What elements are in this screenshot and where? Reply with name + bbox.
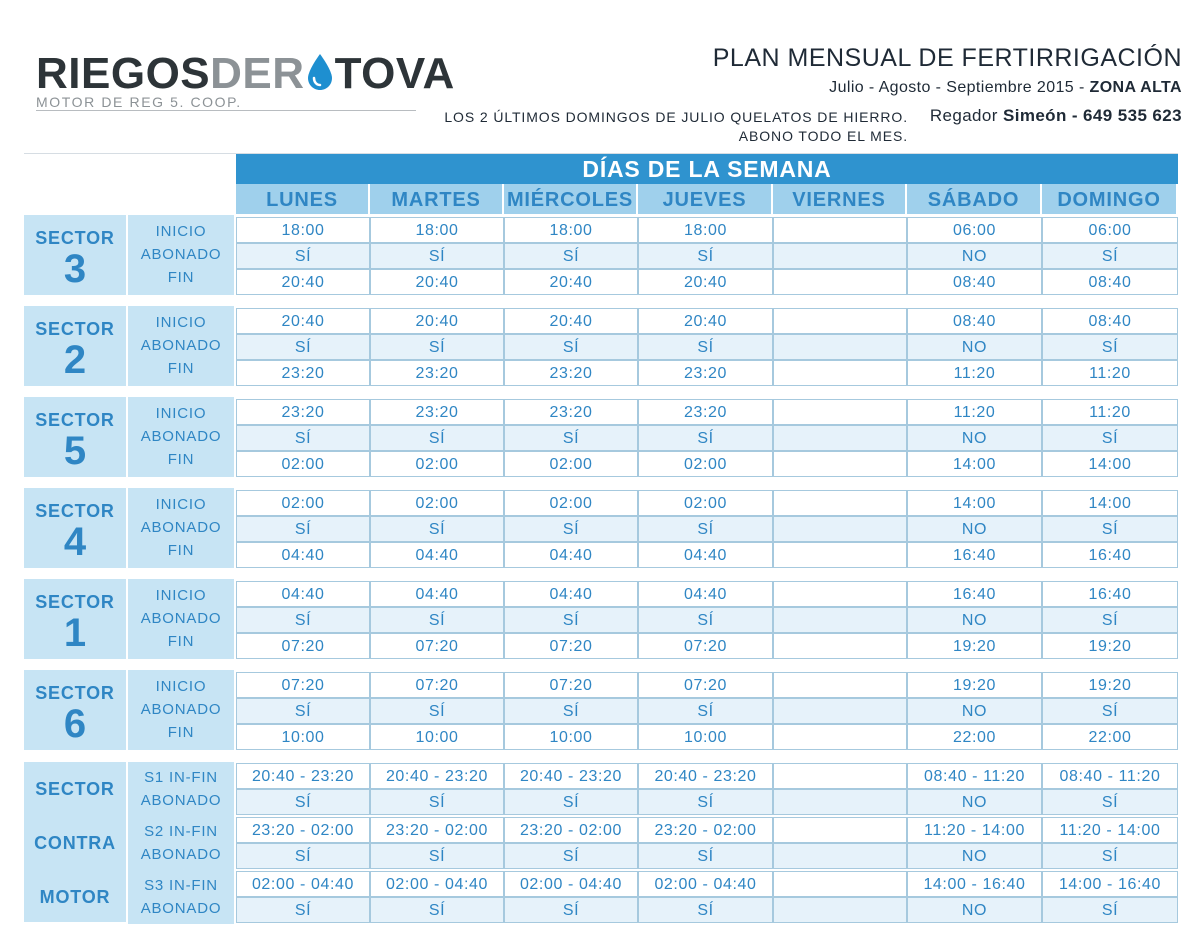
schedule-cell: SÍ (1042, 243, 1178, 269)
schedule-cell: SÍ (1042, 607, 1178, 633)
abonado-label: ABONADO (140, 900, 222, 917)
schedule-cell: SÍ (1042, 516, 1178, 542)
schedule-cell: 04:40 (370, 581, 504, 607)
range-label: S1 IN-FIN (144, 769, 218, 786)
abonado-cell: SÍ (638, 897, 773, 923)
schedule-cell (773, 490, 907, 516)
schedule-cell: 11:20 (1042, 360, 1178, 386)
schedule-cell: 23:20 (504, 360, 638, 386)
schedule-cell: NO (907, 698, 1042, 724)
schedule-cell: 16:40 (907, 581, 1042, 607)
day-header-0: LUNES (236, 184, 370, 214)
schedule-cell: 10:00 (236, 724, 370, 750)
schedule-cell: 18:00 (504, 217, 638, 243)
range-cell: 20:40 - 23:20 (236, 763, 370, 789)
schedule-cell: 11:20 (907, 399, 1042, 425)
schedule-cell: 18:00 (236, 217, 370, 243)
day-header-5: SÁBADO (907, 184, 1042, 214)
abonado-cell: SÍ (504, 843, 638, 869)
range-cell: 14:00 - 16:40 (1042, 871, 1178, 897)
field-label-2: FIN (167, 724, 195, 741)
schedule-cell: NO (907, 243, 1042, 269)
schedule-cell: 23:20 (638, 399, 773, 425)
range-cell: 23:20 - 02:00 (236, 817, 370, 843)
schedule-cell: 04:40 (638, 542, 773, 568)
zone-text: ZONA ALTA (1089, 79, 1182, 96)
schedule-cell: SÍ (504, 698, 638, 724)
schedule-cell: 02:00 (236, 451, 370, 477)
schedule-cell: NO (907, 516, 1042, 542)
sector-label-6 (24, 670, 128, 750)
sector-number: 5 (63, 429, 87, 473)
schedule-cell (773, 334, 907, 360)
schedule-cell: 02:00 (638, 490, 773, 516)
schedule-cell: 19:20 (907, 672, 1042, 698)
page-title: PLAN MENSUAL DE FERTIRRIGACIÓN (712, 44, 1182, 72)
schedule-cell (773, 542, 907, 568)
field-label-0: INICIO (155, 314, 207, 331)
field-label-0: INICIO (155, 223, 207, 240)
schedule-cell: 14:00 (1042, 451, 1178, 477)
schedule-cell: 02:00 (638, 451, 773, 477)
range-cell: 14:00 - 16:40 (907, 871, 1042, 897)
schedule-cell: SÍ (370, 516, 504, 542)
sector-word: SECTOR (35, 319, 115, 339)
schedule-cell: 20:40 (370, 269, 504, 295)
schedule-cell: 02:00 (370, 490, 504, 516)
schedule-cell (773, 672, 907, 698)
note-line-2: ABONO TODO EL MES. (738, 128, 908, 144)
schedule-cell: 20:40 (236, 269, 370, 295)
sector-label-1 (24, 579, 128, 659)
schedule-cell: 04:40 (504, 581, 638, 607)
sector-number: 1 (63, 611, 87, 655)
days-of-week-header: DÍAS DE LA SEMANA (236, 154, 1178, 184)
schedule-cell: 16:40 (1042, 581, 1178, 607)
schedule-cell: 23:20 (638, 360, 773, 386)
schedule-cell: 16:40 (1042, 542, 1178, 568)
regador-line (930, 106, 1182, 126)
schedule-cell: SÍ (236, 243, 370, 269)
range-label: S2 IN-FIN (144, 823, 218, 840)
sector-field-labels (128, 397, 236, 477)
schedule-cell: SÍ (638, 607, 773, 633)
day-header-6: DOMINGO (1042, 184, 1178, 214)
logo-word-tova: TOVA (334, 49, 455, 98)
schedule-cell: SÍ (638, 698, 773, 724)
company-logo (36, 48, 455, 114)
schedule-cell: 04:40 (370, 542, 504, 568)
schedule-cell: SÍ (236, 516, 370, 542)
field-label-0: INICIO (155, 496, 207, 513)
sector-field-labels (128, 306, 236, 386)
schedule-cell: 18:00 (638, 217, 773, 243)
schedule-cell (773, 308, 907, 334)
field-label-1: ABONADO (140, 701, 222, 718)
schedule-cell: 20:40 (638, 269, 773, 295)
range-cell (773, 871, 907, 897)
schedule-cell (773, 425, 907, 451)
range-cell: 23:20 - 02:00 (370, 817, 504, 843)
abonado-cell: SÍ (638, 843, 773, 869)
logo-word-riegos: RIEGOS (36, 49, 211, 98)
schedule-cell: 11:20 (1042, 399, 1178, 425)
schedule-cell: NO (907, 607, 1042, 633)
contra-field-labels (128, 762, 236, 816)
schedule-cell: 07:20 (638, 633, 773, 659)
schedule-cell: NO (907, 334, 1042, 360)
schedule-cell (773, 360, 907, 386)
schedule-cell: 19:20 (1042, 672, 1178, 698)
abonado-label: ABONADO (140, 846, 222, 863)
sector-word: SECTOR (35, 410, 115, 430)
field-label-1: ABONADO (140, 337, 222, 354)
range-label: S3 IN-FIN (144, 877, 218, 894)
schedule-cell: 08:40 (907, 269, 1042, 295)
period-text: Julio - Agosto - Septiembre 2015 - (829, 79, 1090, 96)
schedule-cell: 07:20 (504, 672, 638, 698)
contra-motor-word-1: CONTRA (34, 833, 116, 853)
range-cell: 02:00 - 04:40 (370, 871, 504, 897)
schedule-cell: SÍ (638, 243, 773, 269)
schedule-cell: 23:20 (236, 399, 370, 425)
range-cell (773, 817, 907, 843)
schedule-cell: 22:00 (1042, 724, 1178, 750)
schedule-cell: 23:20 (504, 399, 638, 425)
abonado-cell: NO (907, 897, 1042, 923)
sector-number: 6 (63, 702, 87, 746)
abonado-cell: SÍ (370, 843, 504, 869)
schedule-cell: 06:00 (907, 217, 1042, 243)
schedule-cell: 08:40 (1042, 269, 1178, 295)
range-cell: 23:20 - 02:00 (638, 817, 773, 843)
contra-field-labels (128, 870, 236, 924)
schedule-cell: 06:00 (1042, 217, 1178, 243)
sector-field-labels (128, 488, 236, 568)
schedule-cell: SÍ (504, 334, 638, 360)
field-label-2: FIN (167, 633, 195, 650)
schedule-cell: 10:00 (504, 724, 638, 750)
schedule-cell: SÍ (370, 243, 504, 269)
day-header-4: VIERNES (773, 184, 907, 214)
note-line-1: LOS 2 ÚLTIMOS DOMINGOS DE JULIO QUELATOS DE HIERRO. (444, 109, 908, 125)
abonado-cell (773, 897, 907, 923)
abonado-cell: SÍ (1042, 843, 1178, 869)
range-cell: 08:40 - 11:20 (907, 763, 1042, 789)
range-cell: 02:00 - 04:40 (504, 871, 638, 897)
schedule-cell (773, 633, 907, 659)
schedule-cell (773, 724, 907, 750)
period-line (829, 79, 1182, 97)
schedule-cell: 23:20 (370, 360, 504, 386)
schedule-cell: 20:40 (236, 308, 370, 334)
schedule-cell: SÍ (236, 698, 370, 724)
regador-name: Simeón - 649 535 623 (1002, 106, 1182, 125)
abonado-cell: SÍ (370, 789, 504, 815)
range-cell: 20:40 - 23:20 (638, 763, 773, 789)
sector-word: SECTOR (35, 592, 115, 612)
logo-word-der: DER (210, 49, 305, 98)
schedule-cell: 02:00 (504, 451, 638, 477)
schedule-cell: SÍ (370, 334, 504, 360)
schedule-cell: 14:00 (907, 490, 1042, 516)
abonado-cell: SÍ (1042, 789, 1178, 815)
schedule-cell: SÍ (370, 607, 504, 633)
schedule-cell: 18:00 (370, 217, 504, 243)
schedule-cell (773, 451, 907, 477)
field-label-0: INICIO (155, 587, 207, 604)
schedule-cell (773, 399, 907, 425)
schedule-cell (773, 243, 907, 269)
schedule-cell (773, 516, 907, 542)
schedule-cell: 23:20 (370, 399, 504, 425)
contra-motor-word-0: SECTOR (35, 779, 115, 799)
field-label-1: ABONADO (140, 428, 222, 445)
schedule-cell: SÍ (638, 425, 773, 451)
schedule-cell: SÍ (504, 607, 638, 633)
sector-label-2 (24, 306, 128, 386)
schedule-cell: 20:40 (504, 269, 638, 295)
schedule-cell: 07:20 (370, 672, 504, 698)
schedule-cell: 04:40 (638, 581, 773, 607)
field-label-2: FIN (167, 269, 195, 286)
schedule-cell: 14:00 (1042, 490, 1178, 516)
range-cell: 20:40 - 23:20 (370, 763, 504, 789)
schedule-cell (773, 581, 907, 607)
schedule-cell: 10:00 (638, 724, 773, 750)
field-label-1: ABONADO (140, 610, 222, 627)
schedule-cell: SÍ (504, 516, 638, 542)
schedule-cell (773, 607, 907, 633)
abonado-cell: SÍ (236, 789, 370, 815)
water-drop-icon (305, 52, 335, 92)
schedule-cell: 04:40 (236, 542, 370, 568)
sector-word: SECTOR (35, 683, 115, 703)
sector-number: 4 (63, 520, 87, 564)
sector-label-4 (24, 488, 128, 568)
abonado-cell: SÍ (236, 843, 370, 869)
abonado-cell: SÍ (638, 789, 773, 815)
notes (444, 108, 908, 146)
sector-field-labels (128, 579, 236, 659)
abonado-cell: SÍ (1042, 897, 1178, 923)
abonado-cell: SÍ (370, 897, 504, 923)
schedule-cell: 11:20 (907, 360, 1042, 386)
day-header-3: JUEVES (638, 184, 773, 214)
sector-number: 3 (63, 247, 87, 291)
day-header-1: MARTES (370, 184, 504, 214)
schedule-cell: 20:40 (638, 308, 773, 334)
schedule-cell: 14:00 (907, 451, 1042, 477)
abonado-cell: SÍ (504, 789, 638, 815)
sector-label-5 (24, 397, 128, 477)
contra-field-labels (128, 816, 236, 870)
schedule-cell: 04:40 (504, 542, 638, 568)
schedule-cell (773, 217, 907, 243)
field-label-1: ABONADO (140, 519, 222, 536)
schedule-cell: 22:00 (907, 724, 1042, 750)
range-cell: 11:20 - 14:00 (1042, 817, 1178, 843)
range-cell: 20:40 - 23:20 (504, 763, 638, 789)
schedule-cell: SÍ (638, 516, 773, 542)
range-cell: 02:00 - 04:40 (236, 871, 370, 897)
schedule-cell: 07:20 (638, 672, 773, 698)
schedule-cell: NO (907, 425, 1042, 451)
schedule-cell: 04:40 (236, 581, 370, 607)
field-label-2: FIN (167, 542, 195, 559)
schedule-cell: SÍ (504, 243, 638, 269)
schedule-cell: 10:00 (370, 724, 504, 750)
schedule-cell (773, 269, 907, 295)
abonado-cell: NO (907, 789, 1042, 815)
sector-field-labels (128, 670, 236, 750)
schedule-cell: 07:20 (236, 633, 370, 659)
field-label-2: FIN (167, 451, 195, 468)
schedule-cell: 07:20 (504, 633, 638, 659)
regador-label: Regador (929, 106, 1003, 125)
sector-field-labels (128, 215, 236, 295)
schedule-cell: SÍ (370, 698, 504, 724)
schedule-cell: 08:40 (907, 308, 1042, 334)
schedule-cell: SÍ (1042, 425, 1178, 451)
schedule-cell: 20:40 (370, 308, 504, 334)
schedule-cell (773, 698, 907, 724)
schedule-cell: 19:20 (907, 633, 1042, 659)
range-cell: 08:40 - 11:20 (1042, 763, 1178, 789)
contra-motor-label (24, 762, 128, 922)
abonado-cell (773, 789, 907, 815)
sector-number: 2 (63, 338, 87, 382)
abonado-cell: NO (907, 843, 1042, 869)
range-cell: 23:20 - 02:00 (504, 817, 638, 843)
field-label-0: INICIO (155, 678, 207, 695)
schedule-cell: 16:40 (907, 542, 1042, 568)
contra-motor-word-2: MOTOR (39, 887, 111, 907)
abonado-cell: SÍ (236, 897, 370, 923)
schedule-cell: SÍ (370, 425, 504, 451)
range-cell: 11:20 - 14:00 (907, 817, 1042, 843)
logo-subtitle: MOTOR DE REG 5. COOP. (36, 94, 416, 111)
schedule-cell: 19:20 (1042, 633, 1178, 659)
sector-label-3 (24, 215, 128, 295)
schedule-cell: SÍ (504, 425, 638, 451)
day-header-2: MIÉRCOLES (504, 184, 638, 214)
field-label-2: FIN (167, 360, 195, 377)
schedule-cell: SÍ (1042, 334, 1178, 360)
abonado-cell: SÍ (504, 897, 638, 923)
abonado-label: ABONADO (140, 792, 222, 809)
schedule-cell: SÍ (236, 425, 370, 451)
schedule-cell: 02:00 (504, 490, 638, 516)
abonado-cell (773, 843, 907, 869)
schedule-cell: 08:40 (1042, 308, 1178, 334)
field-label-1: ABONADO (140, 246, 222, 263)
schedule-cell: SÍ (1042, 698, 1178, 724)
schedule-cell: SÍ (638, 334, 773, 360)
schedule-cell: 07:20 (370, 633, 504, 659)
schedule-cell: 02:00 (236, 490, 370, 516)
schedule-cell: SÍ (236, 607, 370, 633)
logo-wordmark (36, 48, 455, 100)
schedule-cell: 20:40 (504, 308, 638, 334)
range-cell: 02:00 - 04:40 (638, 871, 773, 897)
schedule-cell: 23:20 (236, 360, 370, 386)
field-label-0: INICIO (155, 405, 207, 422)
range-cell (773, 763, 907, 789)
schedule-cell: 07:20 (236, 672, 370, 698)
schedule-cell: 02:00 (370, 451, 504, 477)
schedule-cell: SÍ (236, 334, 370, 360)
sector-word: SECTOR (35, 501, 115, 521)
sector-word: SECTOR (35, 228, 115, 248)
